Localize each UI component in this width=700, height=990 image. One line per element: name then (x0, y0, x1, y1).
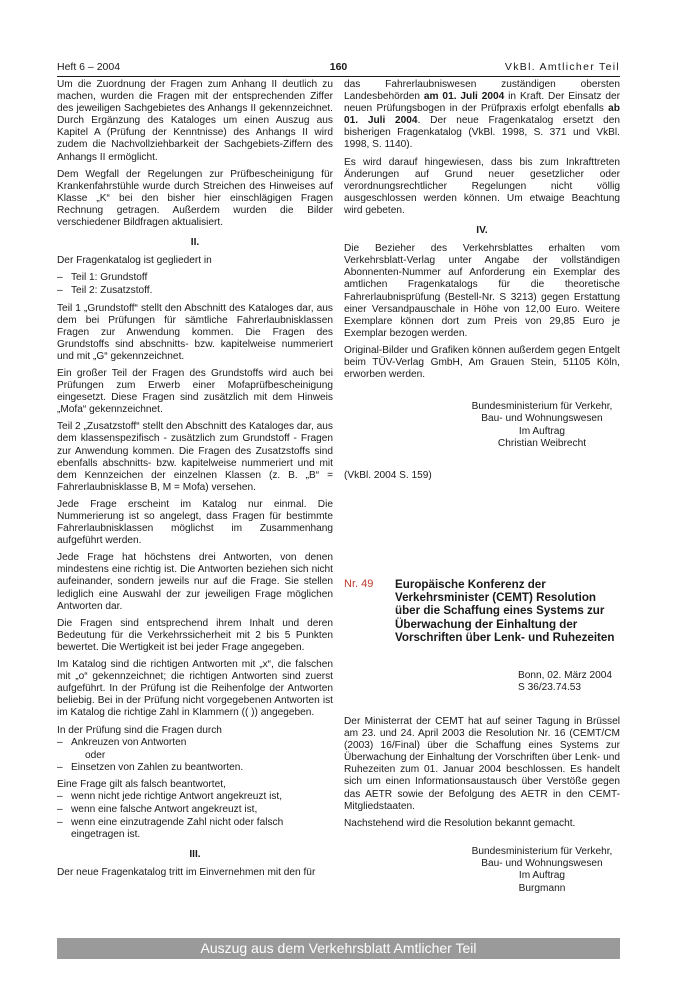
signature-line: Bundesministerium für Verkehr, (471, 845, 613, 857)
paragraph: Es wird darauf hingewiesen, dass bis zum Inkrafttreten Änderungen auf Grund neuer gesetzlicher oder verordnungsrechtlicher Regelungen nicht völlig ausgeschlossen werden können. Um etwaige Beachtung wird gebeten. (344, 156, 620, 216)
paragraph: Nachstehend wird die Resolution bekannt gemacht. (344, 817, 576, 829)
paragraph: Im Katalog sind die richtigen Antworten mit „x“, die falschen mit „o“ gekennzeichnet; die richtigen Antworten sind zuerst aufgeführt. In der Prüfung ist die Reihenfolge der Antworten beliebig. Bei in der Prüfung nicht vorgegebenen Antworten ist im Katalog die richtige Zahl in Klammern (( )) angegeben. (57, 659, 333, 719)
reference-number: S 36/23.74.53 (518, 682, 582, 694)
list-item: – Ankreuzen von Antworten (57, 737, 333, 749)
issue-label: Heft 6 – 2004 (57, 61, 121, 73)
place-date-block (344, 670, 620, 694)
paragraph: Dem Wegfall der Regelungen zur Prüfbescheinigung für Krankenfahrstühle wurde durch Streichen des Hinweises auf Klasse „K“ bei den bisher hier einschlägigen Fragen Rechnung getragen. Außerdem wurden die Bilder verschiedener Bildfragen aktualisiert. (57, 168, 333, 229)
signature-name: Burgmann (518, 882, 566, 894)
section-heading: III. (189, 849, 201, 861)
paragraph: Jede Frage hat höchstens drei Antworten, von denen mindestens eine richtig ist. Die Antworten beziehen sich nicht aufeinander, sondern jeweils nur auf die Frage. Sie stellen lediglich eine Auswahl der zur jeweiligen Frage möglichen Antworten dar. (57, 552, 333, 612)
list-item: – wenn nicht jede richtige Antwort angekreuzt ist, (57, 791, 333, 803)
paragraph: Ein großer Teil der Fragen des Grundstoffs wird auch bei Prüfungen zum Erwerb einer Mofaprüfbescheinigung eingesetzt. Diese Fragen sind zusätzlich mit dem Hinweis „Mofa“ gekennzeichnet. (57, 367, 333, 416)
signature-line: Bundesministerium für Verkehr, (471, 401, 613, 413)
page-number: 160 (329, 61, 348, 73)
signature-line: Bau- und Wohnungswesen (481, 858, 603, 870)
paragraph: Teil 2 „Zusatzstoff“ stellt den Abschnitt des Kataloges dar, aus dem klassenspezifisch - zusätzlich zum Grundstoff - Fragen zur Anwendung kommen. Die Fragen des Zusatzstoffs sind ebenfalls abschnitts- bzw. kapitelweise nummeriert und mit dem Kennzeichen der einzelnen Klassen (z. B. „B“ = Fahrerlaubnisklasse B, M = Mofa) versehen. (57, 421, 333, 493)
list-connector: oder (85, 749, 106, 761)
list (57, 737, 333, 749)
section-heading: II. (190, 237, 200, 249)
paragraph: Original-Bilder und Grafiken können außerdem gegen Entgelt beim TÜV-Verlag GmbH, Am Grauen Stein, 51105 Köln, erworben werden. (344, 344, 620, 381)
list-item: – Einsetzen von Zahlen zu beantworten. (57, 762, 333, 774)
signature-line: Im Auftrag (518, 870, 566, 882)
signature-block (464, 401, 620, 450)
citation: (VkBl. 2004 S. 159) (344, 470, 432, 482)
signature-block (464, 846, 620, 895)
list-item: – Teil 2: Zusatzstoff. (57, 285, 333, 297)
list (57, 272, 333, 297)
right-column (344, 79, 620, 487)
paragraph: Teil 1 „Grundstoff“ stellt den Abschnitt des Kataloges dar, aus dem bei Prüfungen für sämtliche Fahrerlaubnisklassen Fragen zur Anwendung kommen. Die Fragen des Grundstoffs sind abschnitts- bzw. kapitelweise nummeriert und mit „G“ gekennzeichnet. (57, 302, 333, 362)
announcement-title: Europäische Konferenz der Verkehrsminister (CEMT) Resolution über die Schaffung eines Systems zur Überwachung der Einhaltung der Vorschriften über Lenk- und Ruhezeiten (395, 578, 615, 644)
bold-date: am 01. Juli 2004 (423, 91, 505, 103)
paragraph: Der neue Fragenkatalog tritt im Einvernehmen mit den für (57, 867, 316, 879)
announcement-body (344, 716, 620, 895)
paragraph: Jede Frage erscheint im Katalog nur einmal. Die Nummerierung ist so angelegt, dass Fragen für bestimmte Fahrerlaubnisklassen möglichst im Zusammenhang aufgeführt werden. (57, 498, 333, 547)
signature-name: Christian Weibrecht (497, 438, 587, 450)
paragraph: Die Bezieher des Verkehrsblattes erhalten vom Verkehrsblatt-Verlag unter Angabe der vollständigen Abonnenten-Nummer auf Anforderung ein Exemplar des amtlichen Fragenkatalogs für die theoretische Fahrerlaubnisprüfung (Bestell-Nr. S 3213) gegen Erstattung einer Versandpauschale in Höhe von 12,00 Euro. Weitere Exemplare können dort zum Preis von 29,85 Euro je Exemplar bezogen werden. (344, 243, 620, 339)
paragraph: Die Fragen sind entsprechend ihrem Inhalt und deren Bedeutung für die Verkehrssicherheit mit 2 bis 5 Punkten bewertet. Die Wertigkeit ist bei jeder Frage angegeben. (57, 617, 333, 653)
text-run: in Kraft. Der Einsatz der neuen Prüfungsbogen in der Prüfpraxis erfolgt ebenfalls (344, 91, 620, 115)
list-item: – Teil 1: Grundstoff (57, 272, 333, 284)
left-column (57, 79, 333, 885)
text-run: das Fahrerlaubniswesen zuständigen obersten Landesbehörden (344, 79, 620, 103)
list-item: – wenn eine einzutragende Zahl nicht oder falsch eingetragen ist. (57, 817, 333, 841)
list-item: – wenn eine falsche Antwort angekreuzt ist, (57, 804, 333, 816)
list (57, 791, 333, 841)
signature-line: Bau- und Wohnungswesen (481, 413, 603, 425)
place-date: Bonn, 02. März 2004 (518, 670, 612, 681)
bold-date: ab 01. Juli 2004 (344, 103, 620, 127)
paragraph: Eine Frage gilt als falsch beantwortet, (57, 778, 226, 790)
text-run: . Der neue Fragenkatalog ersetzt den bisherigen Fragenkatalog (VkBl. 1998, S. 371 und VkBl. 1998, S. 1140). (344, 115, 620, 151)
footer-banner: Auszug aus dem Verkehrsblatt Amtlicher Teil (57, 938, 620, 959)
journal-title: VkBl. Amtlicher Teil (504, 61, 620, 73)
page-header (57, 58, 620, 77)
signature-line: Im Auftrag (518, 425, 566, 437)
paragraph (344, 79, 620, 152)
paragraph: Um die Zuordnung der Fragen zum Anhang II deutlich zu machen, wurden die Fragen mit der entsprechenden Ziffer des jeweiligen Sachgebietes des Anhangs II gekennzeichnet. Durch Ergänzung des Kataloges um einen Auszug aus Kapitel A (Prüfung der Kenntnisse) des Anhangs II wird zudem die Nachvollziehbarkeit der Sachgebiets-Ziffern des Anhangs II ermöglicht. (57, 79, 333, 163)
announcement-number: Nr. 49 (344, 578, 374, 590)
section-heading: IV. (476, 225, 488, 237)
list (57, 762, 333, 774)
paragraph: Der Ministerrat der CEMT hat auf seiner Tagung in Brüssel am 23. und 24. April 2003 die Resolution Nr. 16 (CEMT/CM (2003) 16/Final) über die Schaffung eines Systems zur Überwachung der Einhaltung der Vorschriften über Lenk- und Ruhezeiten zum 01. Januar 2004 beschlossen. Es handelt sich um einen Informationsaustausch über Verstöße gegen das AETR sowie der Befolgung des AETR in den CEMT-Mitgliedstaaten. (344, 716, 620, 812)
paragraph: Der Fragenkatalog ist gegliedert in (57, 255, 212, 267)
paragraph: In der Prüfung sind die Fragen durch (57, 724, 222, 736)
